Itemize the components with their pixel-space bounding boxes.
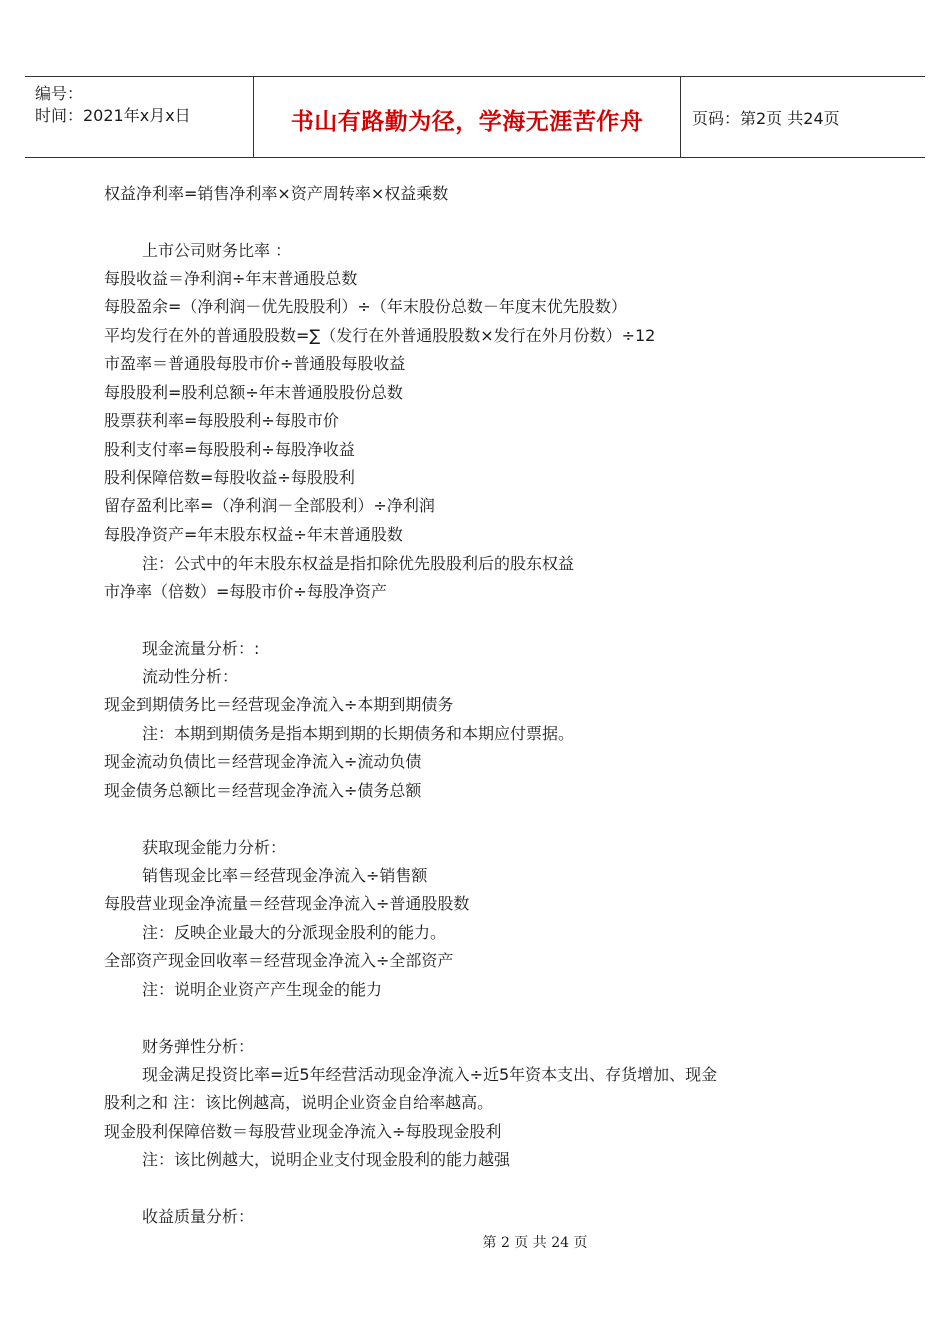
document-time-label: 时间：2021年x月x日: [35, 106, 191, 125]
section-heading: 上市公司财务比率 ：: [142, 241, 292, 260]
text-line: 每股净资产=年末股东权益÷年末普通股数: [104, 525, 403, 544]
text-line: 销售现金比率＝经营现金净流入÷销售额: [142, 866, 428, 885]
text-line: 股利保障倍数=每股收益÷每股股利: [104, 468, 355, 487]
text-line: 现金股利保障倍数＝每股营业现金净流入÷每股现金股利: [104, 1122, 502, 1141]
text-line: 现金满足投资比率=近5年经营活动现金净流入÷近5年资本支出、存货增加、现金: [142, 1065, 718, 1084]
text-line: 股利支付率=每股股利÷每股净收益: [104, 440, 355, 459]
page-header: [25, 76, 925, 158]
section-heading: 获取现金能力分析：: [142, 838, 287, 857]
header-left-cell: [25, 77, 253, 157]
text-line: 留存盈利比率=（净利润－全部股利）÷净利润: [104, 496, 435, 515]
note-line: 注：本期到期债务是指本期到期的长期债务和本期应付票据。: [142, 724, 575, 743]
text-line: 现金流动负债比＝经营现金净流入÷流动负债: [104, 752, 422, 771]
text-line: 每股营业现金净流量＝经营现金净流入÷普通股股数: [104, 894, 470, 913]
text-line: 每股收益＝净利润÷年末普通股总数: [104, 269, 358, 288]
note-line: 注：说明企业资产产生现金的能力: [142, 980, 383, 999]
note-line: 注：反映企业最大的分派现金股利的能力。: [142, 923, 447, 942]
text-line: 平均发行在外的普通股股数=∑（发行在外普通股股数×发行在外月份数）÷12: [104, 326, 656, 345]
section-heading: 收益质量分析：: [142, 1207, 255, 1226]
text-line: 股利之和 注：该比例越高，说明企业资金自给率越高。: [104, 1093, 494, 1112]
header-motto: 书山有路勤为径，学海无涯苦作舟: [290, 109, 644, 135]
header-page-info: 页码：第2页 共24页: [692, 109, 840, 128]
section-heading: 财务弹性分析：: [142, 1037, 255, 1056]
subsection-heading: 流动性分析：: [142, 667, 239, 686]
page-footer: 第 2 页 共 24 页: [482, 1235, 588, 1251]
header-right-cell: [680, 77, 925, 157]
text-line: 股票获利率=每股股利÷每股市价: [104, 411, 339, 430]
note-line: 注：公式中的年末股东权益是指扣除优先股股利后的股东权益: [142, 554, 575, 573]
header-middle-cell: [253, 77, 681, 157]
text-line: 市净率（倍数）=每股市价÷每股净资产: [104, 582, 387, 601]
text-line: 现金债务总额比＝经营现金净流入÷债务总额: [104, 781, 422, 800]
text-line: 现金到期债务比＝经营现金净流入÷本期到期债务: [104, 695, 454, 714]
text-line: 每股股利=股利总额÷年末普通股股份总数: [104, 383, 403, 402]
text-line: 全部资产现金回收率＝经营现金净流入÷全部资产: [104, 951, 454, 970]
note-line: 注：该比例越大，说明企业支付现金股利的能力越强: [142, 1150, 511, 1169]
document-number-label: 编号：: [35, 84, 84, 103]
section-heading: 现金流量分析：:: [142, 639, 260, 658]
text-line: 权益净利率=销售净利率×资产周转率×权益乘数: [104, 184, 449, 203]
text-line: 每股盈余=（净利润－优先股股利）÷（年末股份总数－年度末优先股数）: [104, 297, 627, 316]
text-line: 市盈率＝普通股每股市价÷普通股每股收益: [104, 354, 406, 373]
